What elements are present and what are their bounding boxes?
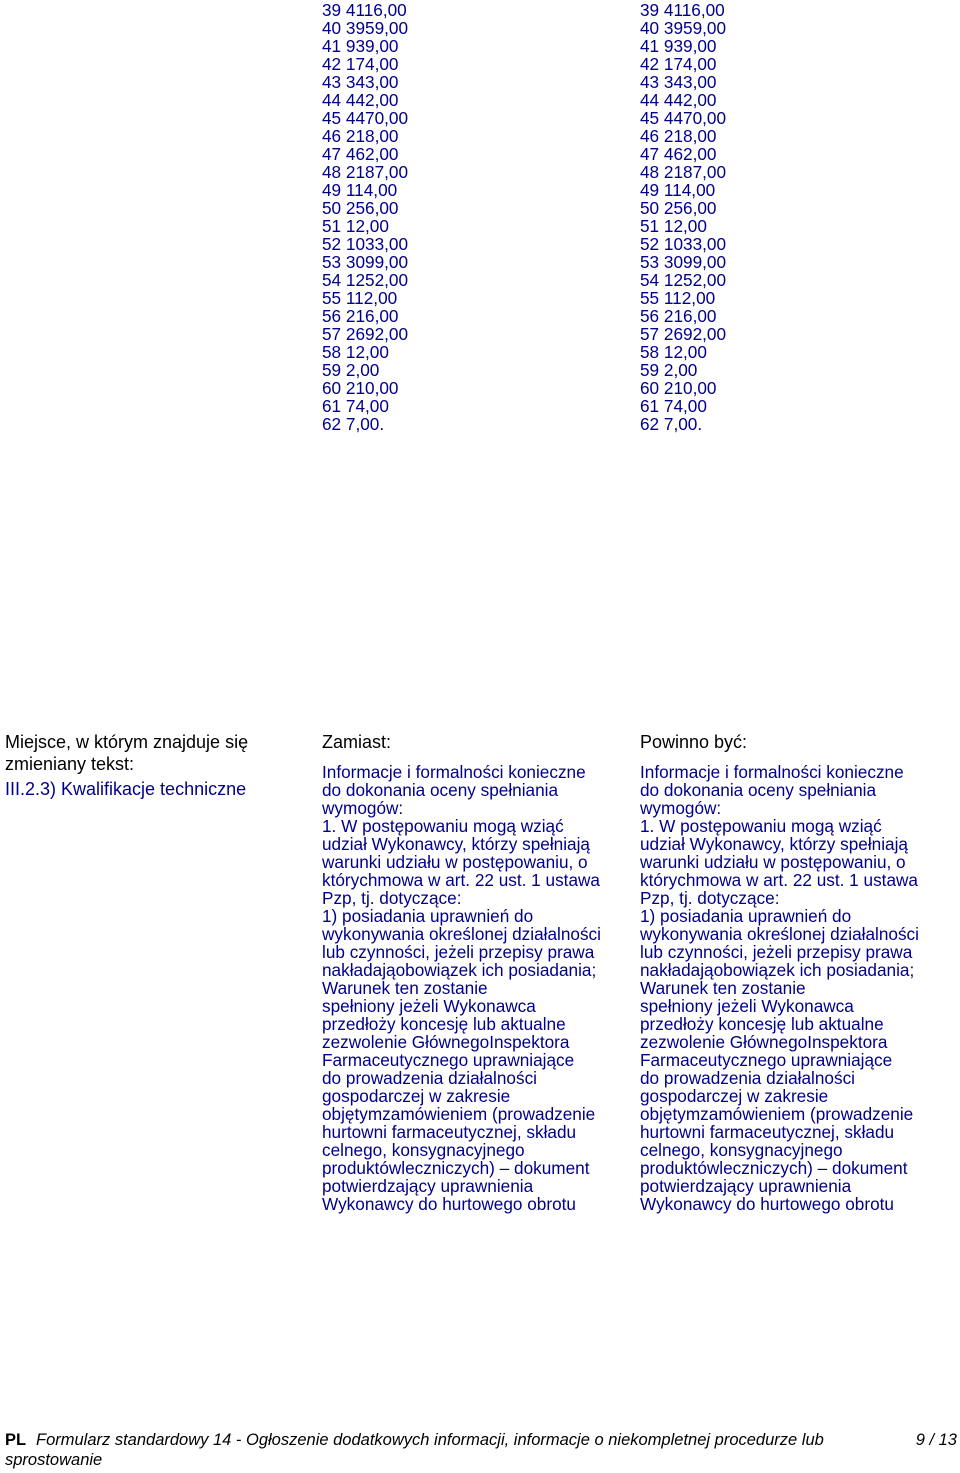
price-list-item: 61 74,00 [322, 396, 389, 416]
price-list-item: 43 343,00 [640, 72, 717, 92]
price-list-item: 49 114,00 [640, 180, 716, 200]
price-list-item: 49 114,00 [322, 180, 398, 200]
text-line: Farmaceutycznego uprawniające [640, 1050, 893, 1070]
price-list-item: 51 12,00 [640, 216, 707, 236]
price-list-item: 62 7,00. [640, 414, 703, 434]
price-list-item: 50 256,00 [640, 198, 717, 218]
text-line: hurtowni farmaceutycznej, składu [640, 1122, 895, 1142]
price-list-item: 52 1033,00 [322, 234, 409, 254]
footer-title: Formularz standardowy 14 - Ogłoszenie dodatkowych informacji, informacje o niekompletnej procedurze lub [36, 1431, 824, 1449]
text-line: warunki udziału w postępowaniu, o [322, 852, 588, 872]
price-list-item: 48 2187,00 [322, 162, 409, 182]
text-line: warunki udziału w postępowaniu, o [640, 852, 906, 872]
price-list-item: 61 74,00 [640, 396, 707, 416]
price-list-item: 44 442,00 [640, 90, 717, 110]
text-line: gospodarczej w zakresie [322, 1086, 511, 1106]
text-line: 1) posiadania uprawnień do [322, 906, 534, 926]
section-reference: III.2.3) Kwalifikacje techniczne [5, 779, 247, 799]
text-line: do dokonania oceny spełniania [322, 780, 559, 800]
price-list-item: 53 3099,00 [322, 252, 409, 272]
footer-title-cont: sprostowanie [5, 1451, 103, 1469]
text-line: celnego, konsygnacyjnego [322, 1140, 525, 1160]
price-list-item: 62 7,00. [322, 414, 385, 434]
text-line: Wykonawcy do hurtowego obrotu [322, 1194, 576, 1214]
text-line: przedłoży koncesję lub aktualne [640, 1014, 884, 1034]
text-line: którychmowa w art. 22 ust. 1 ustawa [640, 870, 918, 890]
text-line: 1) posiadania uprawnień do [640, 906, 852, 926]
text-line: Wykonawcy do hurtowego obrotu [640, 1194, 894, 1214]
text-line: którychmowa w art. 22 ust. 1 ustawa [322, 870, 600, 890]
text-line: lub czynności, jeżeli przepisy prawa [640, 942, 913, 962]
text-line: udział Wykonawcy, którzy spełniają [322, 834, 590, 854]
text-line: przedłoży koncesję lub aktualne [322, 1014, 566, 1034]
price-list-item: 59 2,00 [322, 360, 380, 380]
text-line: Informacje i formalności konieczne [640, 762, 904, 782]
text-line: gospodarczej w zakresie [640, 1086, 829, 1106]
text-line: do prowadzenia działalności [322, 1068, 537, 1088]
text-line: Informacje i formalności konieczne [322, 762, 586, 782]
text-line: Warunek ten zostanie [640, 978, 806, 998]
text-line: wymogów: [322, 798, 404, 818]
price-list-item: 46 218,00 [322, 126, 399, 146]
price-list-item: 41 939,00 [640, 36, 717, 56]
price-list-item: 40 3959,00 [640, 18, 727, 38]
text-line: objętymzamówieniem (prowadzenie [640, 1104, 914, 1124]
price-list-item: 55 112,00 [640, 288, 716, 308]
header-should-be: Powinno być: [640, 732, 748, 752]
price-list-item: 58 12,00 [640, 342, 707, 362]
price-list-right [640, 1, 726, 433]
text-should-be [640, 763, 919, 1213]
price-list-item: 59 2,00 [640, 360, 698, 380]
price-list-item: 57 2692,00 [640, 324, 727, 344]
text-line: wymogów: [640, 798, 722, 818]
text-line: potwierdzający uprawnienia [640, 1176, 852, 1196]
text-line: Farmaceutycznego uprawniające [322, 1050, 575, 1070]
price-list-item: 39 4116,00 [640, 0, 725, 20]
price-list-item: 58 12,00 [322, 342, 389, 362]
price-list-item: 39 4116,00 [322, 0, 407, 20]
text-line: Pzp, tj. dotyczące: [640, 888, 780, 908]
text-line: zezwolenie GłównegoInspektora [640, 1032, 888, 1052]
text-line: wykonywania określonej działalności [322, 924, 601, 944]
text-instead [322, 763, 601, 1213]
price-list-item: 51 12,00 [322, 216, 389, 236]
price-list-item: 40 3959,00 [322, 18, 409, 38]
price-list-item: 44 442,00 [322, 90, 399, 110]
page-number: 9 / 13 [915, 1431, 957, 1449]
text-line: nakładająobowiązek ich posiadania; [322, 960, 597, 980]
text-line: udział Wykonawcy, którzy spełniają [640, 834, 908, 854]
text-line: lub czynności, jeżeli przepisy prawa [322, 942, 595, 962]
price-list-item: 45 4470,00 [322, 108, 409, 128]
text-line: spełniony jeżeli Wykonawca [322, 996, 536, 1016]
text-line: objętymzamówieniem (prowadzenie [322, 1104, 596, 1124]
text-line: 1. W postępowaniu mogą wziąć [640, 816, 882, 836]
price-list-item: 42 174,00 [322, 54, 399, 74]
text-line: do prowadzenia działalności [640, 1068, 855, 1088]
price-list-item: 46 218,00 [640, 126, 717, 146]
text-line: spełniony jeżeli Wykonawca [640, 996, 854, 1016]
text-line: celnego, konsygnacyjnego [640, 1140, 843, 1160]
price-list-item: 50 256,00 [322, 198, 399, 218]
text-line: produktówleczniczych) – dokument [640, 1158, 908, 1178]
price-list-item: 56 216,00 [322, 306, 399, 326]
price-list-item: 42 174,00 [640, 54, 717, 74]
footer-lang: PL [5, 1431, 27, 1449]
price-list-item: 48 2187,00 [640, 162, 727, 182]
text-line: produktówleczniczych) – dokument [322, 1158, 590, 1178]
price-list-item: 60 210,00 [322, 378, 399, 398]
text-line: do dokonania oceny spełniania [640, 780, 877, 800]
price-list-item: 47 462,00 [322, 144, 399, 164]
price-list-item: 47 462,00 [640, 144, 717, 164]
price-list-item: 55 112,00 [322, 288, 398, 308]
text-line: 1. W postępowaniu mogą wziąć [322, 816, 564, 836]
section-location [5, 731, 305, 800]
text-line: potwierdzający uprawnienia [322, 1176, 534, 1196]
price-list-item: 56 216,00 [640, 306, 717, 326]
price-list-item: 45 4470,00 [640, 108, 727, 128]
footer [5, 1431, 957, 1469]
price-list-item: 53 3099,00 [640, 252, 727, 272]
header-instead: Zamiast: [322, 732, 392, 752]
text-line: zezwolenie GłównegoInspektora [322, 1032, 570, 1052]
price-list-left [322, 1, 408, 433]
price-list-item: 54 1252,00 [322, 270, 409, 290]
text-line: wykonywania określonej działalności [640, 924, 919, 944]
price-list-item: 57 2692,00 [322, 324, 409, 344]
text-line: nakładająobowiązek ich posiadania; [640, 960, 915, 980]
price-list-item: 54 1252,00 [640, 270, 727, 290]
price-list-item: 43 343,00 [322, 72, 399, 92]
price-list-item: 41 939,00 [322, 36, 399, 56]
text-line: hurtowni farmaceutycznej, składu [322, 1122, 577, 1142]
price-list-item: 52 1033,00 [640, 234, 727, 254]
text-line: Warunek ten zostanie [322, 978, 488, 998]
text-line: Pzp, tj. dotyczące: [322, 888, 462, 908]
price-list-item: 60 210,00 [640, 378, 717, 398]
section-label: Miejsce, w którym znajduje się zmieniany tekst: [5, 732, 249, 774]
